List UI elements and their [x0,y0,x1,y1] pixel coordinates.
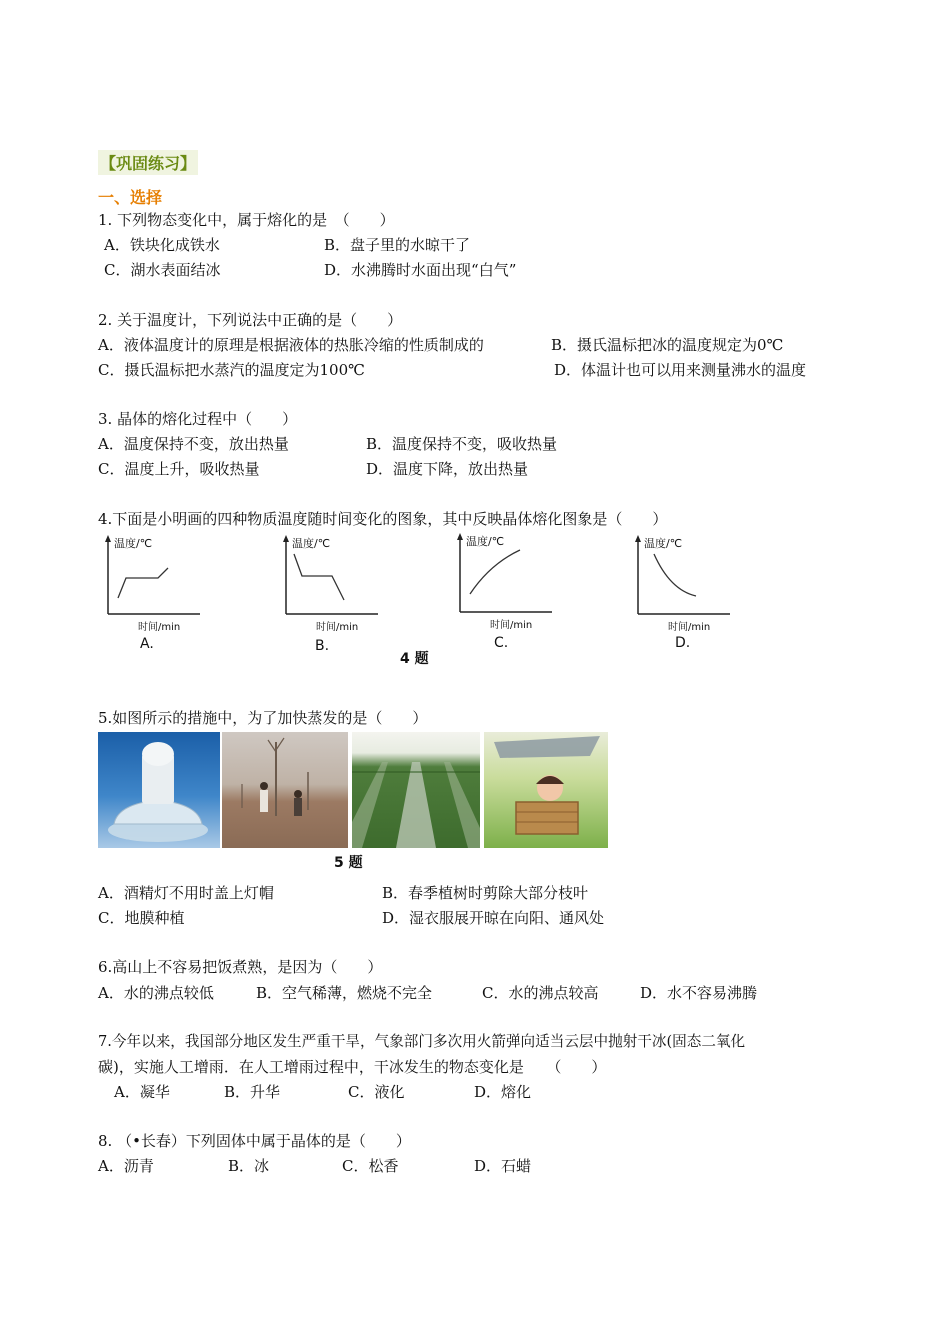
graph-d-xlabel: 时间/min [668,622,711,633]
q5-option-a: A．酒精灯不用时盖上灯帽 [98,884,274,902]
graph-d-label: D. [675,635,691,651]
q6-option-d: D．水不容易沸腾 [640,984,758,1002]
q8-option-b: B．冰 [228,1157,270,1175]
q7-stem-line2: 碳)，实施人工增雨．在人工增雨过程中，干冰发生的物态变化是 （ ） [98,1058,607,1076]
graph-d [630,532,740,632]
q6-option-a: A．水的沸点较低 [98,984,214,1002]
q3-option-c: C．温度上升，吸收热量 [98,460,260,478]
graph-b [278,532,388,632]
graph-c-ylabel: 温度/℃ [466,535,505,548]
q6-option-c: C．水的沸点较高 [482,984,599,1002]
q5-option-b: B．春季植树时剪除大部分枝叶 [382,884,589,902]
q2-option-c: C．摄氏温标把水蒸汽的温度定为100℃ [98,361,365,379]
graph-b-xlabel: 时间/min [316,622,359,633]
q6-stem: 6.高山上不容易把饭煮熟，是因为（ ） [98,958,383,976]
q3-option-b: B．温度保持不变，吸收热量 [366,435,558,453]
q7-option-a: A．凝华 [114,1083,170,1101]
figure-4-caption: 4 题 [400,651,429,667]
figure-5-caption: 5 题 [334,855,363,871]
q1-option-b: B．盘子里的水晾干了 [324,236,471,254]
photo-film-planting [352,732,480,848]
graph-a-ylabel: 温度/℃ [114,537,153,550]
q4-stem: 4.下面是小明画的四种物质温度随时间变化的图象，其中反映晶体熔化图象是（ ） [98,510,668,528]
photo-alcohol-lamp [98,732,220,848]
q7-option-c: C．液化 [348,1083,405,1101]
graph-a-xlabel: 时间/min [138,622,181,633]
q2-option-b: B．摄氏温标把冰的温度规定为0℃ [551,336,784,354]
q1-option-a: A．铁块化成铁水 [104,236,220,254]
q5-option-d: D．湿衣服展开晾在向阳、通风处 [382,909,605,927]
graph-c-label: C. [494,635,509,651]
graph-d-ylabel: 温度/℃ [644,537,683,550]
q2-option-d: D．体温计也可以用来测量沸水的温度 [554,361,807,379]
q1-stem: 1. 下列物态变化中，属于熔化的是 （ ） [98,211,395,229]
q3-option-a: A．温度保持不变，放出热量 [98,435,289,453]
graph-b-label: B. [315,638,330,654]
q7-stem-line1: 7.今年以来，我国部分地区发生严重干旱，气象部门多次用火箭弹向适当云层中抛射干冰(固态二氧化 [98,1033,746,1050]
q8-option-d: D．石蜡 [474,1157,532,1175]
q5-stem: 5.如图所示的措施中，为了加快蒸发的是（ ） [98,709,428,727]
q7-option-b: B．升华 [224,1083,281,1101]
section-title: 一、选择 [98,188,163,207]
graph-a [100,532,210,632]
q8-stem: 8. （•长春）下列固体中属于晶体的是（ ） [98,1132,411,1150]
q3-stem: 3. 晶体的熔化过程中（ ） [98,410,298,428]
q8-option-a: A．沥青 [98,1157,154,1175]
graph-c-xlabel: 时间/min [490,620,533,631]
q7-option-d: D．熔化 [474,1083,532,1101]
q1-option-c: C．湖水表面结冰 [104,261,221,279]
q6-option-b: B．空气稀薄，燃烧不完全 [256,984,433,1002]
q8-option-c: C．松香 [342,1157,399,1175]
q2-option-a: A．液体温度计的原理是根据液体的热胀冷缩的性质制成的 [98,336,484,354]
photo-drying-clothes [484,732,608,848]
graph-b-ylabel: 温度/℃ [292,537,331,550]
q1-option-d: D．水沸腾时水面出现“白气” [324,261,517,279]
graph-a-label: A. [140,636,154,652]
q5-option-c: C．地膜种植 [98,909,185,927]
q3-option-d: D．温度下降，放出热量 [366,460,529,478]
photo-tree-planting [222,732,348,848]
graph-c [452,530,562,630]
section-header: 【巩固练习】 [98,150,198,175]
q2-stem: 2. 关于温度计，下列说法中正确的是（ ） [98,311,403,329]
